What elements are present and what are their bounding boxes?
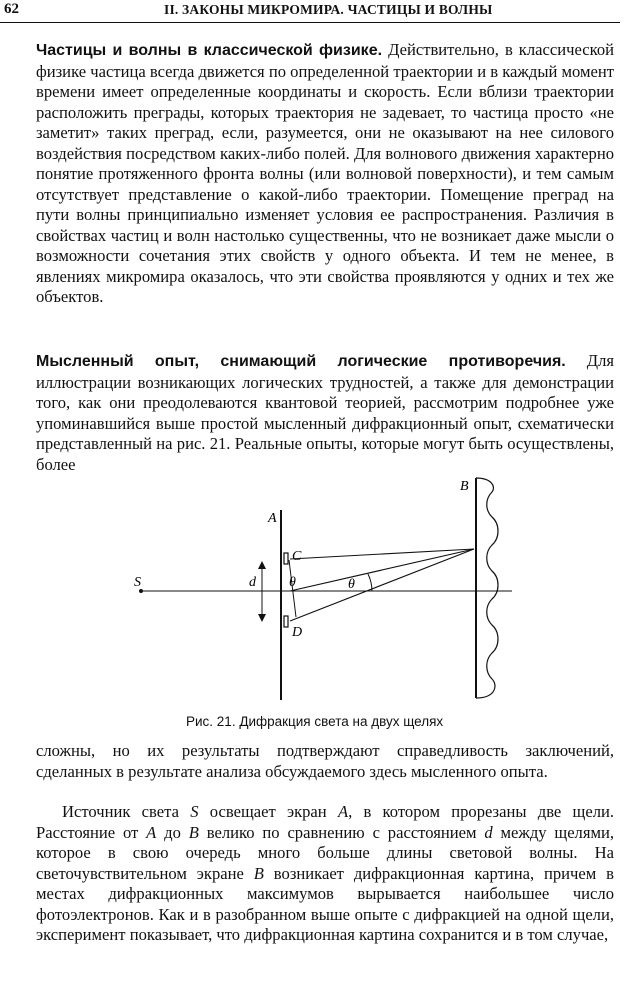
figure-caption: Рис. 21. Дифракция света на двух щелях: [186, 714, 444, 729]
page-number: 62: [4, 1, 19, 17]
section-heading-thought-experiment: Мысленный опыт, снимающий логические противоречия.: [36, 353, 566, 370]
label-s: S: [134, 575, 141, 590]
paragraph-text: сложны, но их результаты подтверждают справедливость заключений, сделанных в результате анализа обсуждаемого здесь мысленного опыта.: [36, 741, 614, 781]
slit-d: [284, 616, 288, 627]
angle-arc: [368, 574, 372, 591]
text-run: велико по сравнению с расстоянием: [198, 822, 485, 842]
text-run: между щелями, которое в свою очередь много больше длины световой волны. На светочувствительном экране: [36, 822, 614, 883]
arrowhead-bottom: [258, 614, 266, 622]
figure-double-slit: [0, 470, 626, 710]
label-c: C: [292, 549, 302, 564]
label-b: B: [460, 479, 469, 494]
diagram-double-slit: [0, 470, 626, 710]
symbol-d: d: [484, 822, 493, 842]
arrowhead-top: [258, 561, 266, 569]
symbol-a: A: [337, 802, 349, 821]
symbol-b: B: [188, 822, 199, 842]
text-run: возникает дифракционная картина, причем в местах дифракционных максимумов вырывается наибольшее число фотоэлектронов. Как и в разобранном выше опыте с дифракцией на одной щели, эксперимент показывает, что дифракционная картина сохранится и в том случае,: [36, 863, 614, 944]
label-distance-d: d: [249, 575, 256, 590]
symbol-a: A: [146, 822, 157, 842]
symbol-b: B: [253, 863, 264, 883]
paragraph-classical-physics: [36, 40, 614, 308]
paragraph-text: Для иллюстрации возникающих логических трудностей, а также для демонстрации того, как они преодолеваются квантовой теорией, рассмотрим подробнее уже упоминавшийся выше простой мысленный дифракционный опыт, схематически представленный на рис. 21. Реальные опыты, которые могут быть осуществлены, более: [36, 351, 614, 474]
slit-c: [284, 553, 288, 564]
label-d-slit: D: [292, 625, 303, 640]
text-run: до: [156, 822, 189, 842]
symbol-s: S: [190, 802, 199, 821]
paragraph-thought-experiment: [36, 351, 614, 475]
ray-from-c: [290, 549, 474, 559]
label-theta-slit: θ: [289, 575, 296, 590]
text-run: Источник света: [62, 802, 191, 821]
label-a: A: [268, 511, 277, 526]
label-theta-axis: θ: [348, 577, 355, 592]
diffraction-pattern: [476, 478, 498, 698]
header-rule: [0, 22, 620, 23]
paragraph-continuation: [36, 741, 614, 782]
text-run: освещает экран: [198, 802, 338, 821]
paragraph-text: Действительно, в классической физике частица всегда движется по определенной траектории и в каждый момент времени имеет определенные координаты и скорость. Если вблизи траектории расположить преграды, которых траектория не задевает, то частица просто «не заметит» таких преград, если, разумеется, они не оказывают на нее силового воздействия посредством каких-либо полей. Для волнового движения характерно понятие протяженного фронта волны (или волновой поверхности), и тем самым отсутствует представление о какой-либо траектории. Помещение преград на пути волны принципиально изменяет условия ее распространения. Различия в свойствах частиц и волн настолько существенны, что не возникает даже мысли о возможности сочетания этих свойств у одного объекта. И тем не менее, в явлениях микромира оказалось, что эти свойства проявляются у одних и тех же объектов.: [36, 40, 614, 306]
section-heading-classical: Частицы и волны в классической физике.: [36, 42, 383, 59]
running-head: II. ЗАКОНЫ МИКРОМИРА. ЧАСТИЦЫ И ВОЛНЫ: [164, 2, 493, 17]
text-run: , в котором прорезаны две щели. Расстояние от: [36, 802, 615, 842]
page-header: [0, 0, 626, 22]
paragraph-light-source: [36, 802, 614, 946]
